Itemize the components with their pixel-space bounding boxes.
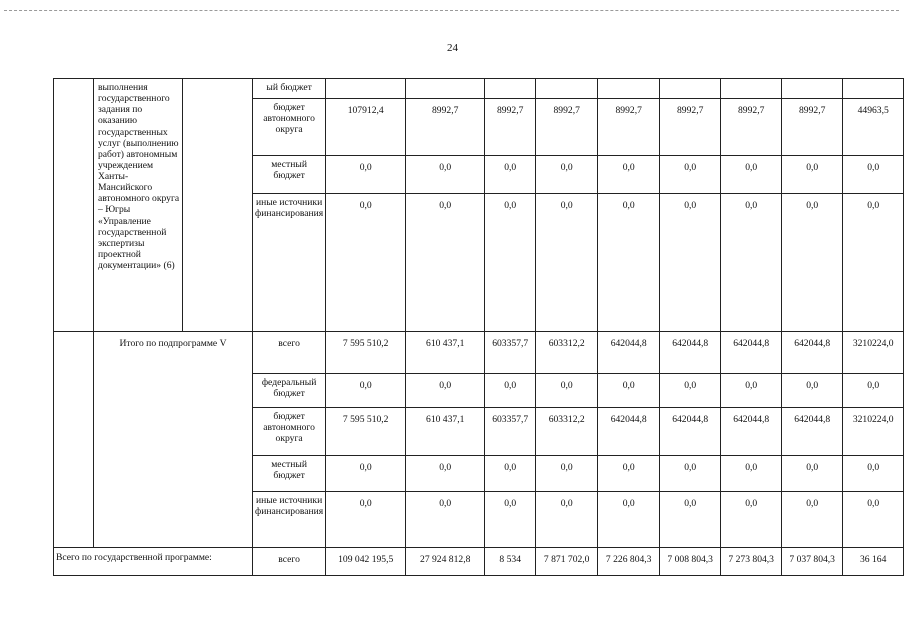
value-cell: 642044,8 — [598, 332, 660, 374]
value-cell: 0,0 — [598, 492, 660, 548]
value-cell: 7 595 510,2 — [326, 332, 406, 374]
value-cell: 0,0 — [782, 194, 843, 332]
funding-source: бюджет автономного округа — [253, 99, 326, 156]
value-cell: 0,0 — [326, 156, 406, 194]
value-cell: 0,0 — [782, 492, 843, 548]
value-cell: 8992,7 — [782, 99, 843, 156]
value-cell — [721, 79, 782, 99]
value-cell: 0,0 — [660, 374, 721, 408]
value-cell: 642044,8 — [721, 332, 782, 374]
value-cell: 8992,7 — [598, 99, 660, 156]
value-cell: 0,0 — [406, 374, 485, 408]
subprogram-total-label: Итого по подпрограмме V — [94, 332, 253, 548]
value-cell: 0,0 — [598, 456, 660, 492]
value-cell — [326, 79, 406, 99]
value-cell: 8992,7 — [660, 99, 721, 156]
value-cell: 0,0 — [843, 456, 904, 492]
funding-source: местный бюджет — [253, 456, 326, 492]
value-cell: 603357,7 — [485, 332, 536, 374]
value-cell: 8992,7 — [536, 99, 598, 156]
value-cell: 603312,2 — [536, 332, 598, 374]
value-cell: 0,0 — [326, 456, 406, 492]
value-cell: 603312,2 — [536, 408, 598, 456]
funding-source: иные источники финансирования — [253, 492, 326, 548]
value-cell: 0,0 — [485, 456, 536, 492]
value-cell: 7 008 804,3 — [660, 548, 721, 576]
value-cell: 0,0 — [660, 156, 721, 194]
value-cell: 0,0 — [660, 456, 721, 492]
value-cell: 0,0 — [721, 456, 782, 492]
value-cell: 610 437,1 — [406, 408, 485, 456]
value-cell: 0,0 — [660, 492, 721, 548]
value-cell: 642044,8 — [660, 332, 721, 374]
value-cell: 0,0 — [782, 456, 843, 492]
page-top-border — [4, 10, 899, 11]
value-cell: 0,0 — [485, 156, 536, 194]
value-cell: 8 534 — [485, 548, 536, 576]
value-cell: 0,0 — [598, 156, 660, 194]
value-cell: 0,0 — [326, 194, 406, 332]
value-cell: 0,0 — [721, 492, 782, 548]
value-cell — [598, 79, 660, 99]
value-cell: 8992,7 — [721, 99, 782, 156]
value-cell: 27 924 812,8 — [406, 548, 485, 576]
event-description: выполнения государственного задания по оказанию государственных услуг (выполнению работ) автономным учреждением Ханты-Мансийского автономного округа – Югры «Управление государственной экспертизы проектной документации» (6) — [94, 79, 183, 332]
value-cell: 7 595 510,2 — [326, 408, 406, 456]
value-cell: 0,0 — [782, 156, 843, 194]
value-cell: 0,0 — [660, 194, 721, 332]
value-cell: 0,0 — [598, 194, 660, 332]
value-cell: 610 437,1 — [406, 332, 485, 374]
funding-source: бюджет автономного округа — [253, 408, 326, 456]
value-cell: 0,0 — [843, 194, 904, 332]
value-cell: 36 164 — [843, 548, 904, 576]
value-cell: 109 042 195,5 — [326, 548, 406, 576]
value-cell: 0,0 — [326, 374, 406, 408]
value-cell — [485, 79, 536, 99]
value-cell — [406, 79, 485, 99]
value-cell: 7 037 804,3 — [782, 548, 843, 576]
table-row — [54, 79, 904, 99]
value-cell: 0,0 — [843, 156, 904, 194]
value-cell: 0,0 — [485, 374, 536, 408]
value-cell: 0,0 — [536, 156, 598, 194]
value-cell: 0,0 — [406, 456, 485, 492]
value-cell: 0,0 — [406, 492, 485, 548]
value-cell: 642044,8 — [782, 332, 843, 374]
program-total-label: Всего по государственной программе: — [54, 548, 253, 576]
value-cell: 642044,8 — [782, 408, 843, 456]
value-cell: 7 226 804,3 — [598, 548, 660, 576]
funding-source: всего — [253, 548, 326, 576]
value-cell: 0,0 — [326, 492, 406, 548]
value-cell: 0,0 — [536, 456, 598, 492]
value-cell: 3210224,0 — [843, 332, 904, 374]
budget-table — [53, 78, 904, 576]
funding-source: ый бюджет — [253, 79, 326, 99]
funding-source: местный бюджет — [253, 156, 326, 194]
value-cell: 0,0 — [406, 156, 485, 194]
value-cell: 0,0 — [598, 374, 660, 408]
value-cell: 7 273 804,3 — [721, 548, 782, 576]
table-row — [54, 332, 904, 374]
page-number: 24 — [447, 42, 458, 54]
value-cell: 642044,8 — [660, 408, 721, 456]
value-cell: 0,0 — [406, 194, 485, 332]
empty-cell — [54, 79, 94, 332]
value-cell: 0,0 — [782, 374, 843, 408]
value-cell: 44963,5 — [843, 99, 904, 156]
value-cell: 0,0 — [721, 194, 782, 332]
value-cell: 0,0 — [536, 194, 598, 332]
value-cell: 8992,7 — [406, 99, 485, 156]
value-cell: 0,0 — [536, 492, 598, 548]
value-cell: 0,0 — [485, 194, 536, 332]
value-cell: 0,0 — [843, 492, 904, 548]
value-cell: 0,0 — [843, 374, 904, 408]
funding-source: иные источники финансирования — [253, 194, 326, 332]
empty-cell — [54, 332, 94, 548]
value-cell: 107912,4 — [326, 99, 406, 156]
value-cell: 8992,7 — [485, 99, 536, 156]
value-cell: 603357,7 — [485, 408, 536, 456]
value-cell: 3210224,0 — [843, 408, 904, 456]
value-cell — [782, 79, 843, 99]
value-cell: 7 871 702,0 — [536, 548, 598, 576]
funding-source: всего — [253, 332, 326, 374]
value-cell: 0,0 — [721, 374, 782, 408]
value-cell — [660, 79, 721, 99]
value-cell: 642044,8 — [598, 408, 660, 456]
value-cell: 0,0 — [485, 492, 536, 548]
value-cell: 642044,8 — [721, 408, 782, 456]
value-cell: 0,0 — [536, 374, 598, 408]
funding-source: федеральный бюджет — [253, 374, 326, 408]
empty-cell — [183, 79, 253, 332]
table-row — [54, 548, 904, 576]
value-cell — [843, 79, 904, 99]
value-cell — [536, 79, 598, 99]
value-cell: 0,0 — [721, 156, 782, 194]
